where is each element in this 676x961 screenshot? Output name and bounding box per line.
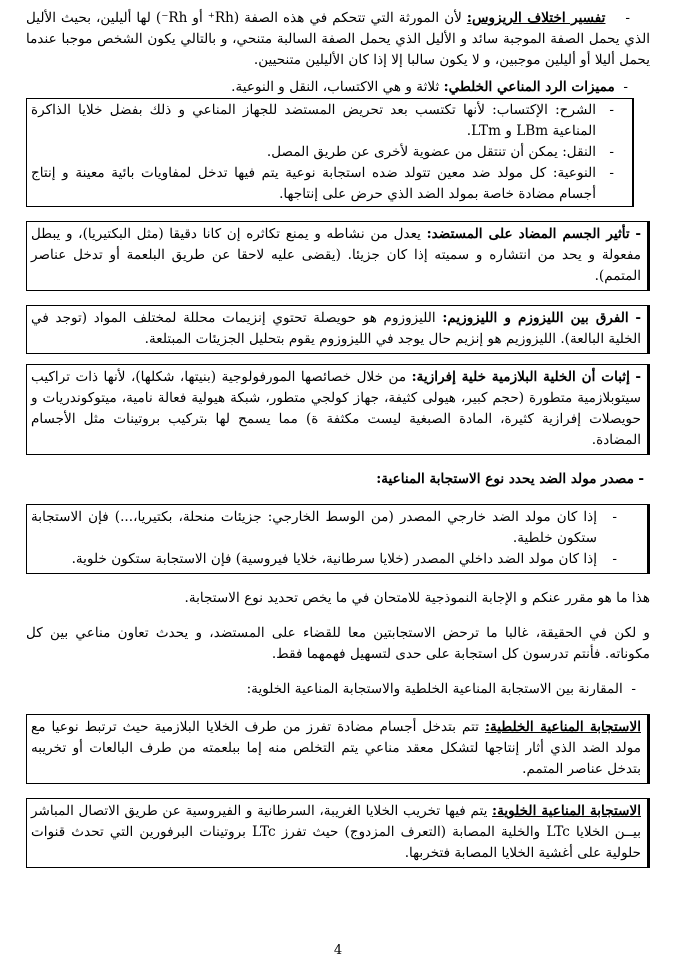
rhesus-title: تفسير اختلاف الريزوس:: [466, 10, 606, 26]
plasma-cell-text: من خلال خصائصها المورفولوجية (بنيتها، شكلها)، لأنها ذات تراكيب سيتوبلازمية متطورة (حجم كبير، هيولى كثيفة، جهاز كولجي متطور، شبكة هيولية فعالة نامية، ميتوكوندريات و حويصلات إفرازية كثيرة، المادة الصبغية ليست مكثفة ة) مما يسمح لها بتركيب بروتينات مثل الأجسام المضادة.: [31, 369, 641, 448]
section-lysosome: - الفرق بين الليزوزم و الليزوزيم: الليزوزوم هو حويصلة تحتوي إنزيمات محللة لمختلف المواد (توجد في الخلية البالعة). الليزوزيم هو إنزيم حال يوجد في الليزوزوم يقوم بتحليل الجزيئات المبتلعة.: [26, 305, 650, 354]
cellular-response-title: الاستجابة المناعية الخلوية:: [492, 803, 641, 819]
antigen-source-box: [26, 504, 650, 574]
section-cellular-response: [26, 798, 650, 868]
lysosome-text: الليزوزوم هو حويصلة تحتوي إنزيمات محللة لمختلف المواد (توجد في الخلية البالعة). الليزوزيم هو إنزيم حال يوجد في الليزوزوم يقوم بتحليل الجزيئات المبتلعة.: [31, 310, 641, 347]
list-item: - إذا كان مولد الضد خارجي المصدر (من الوسط الخارجي: جزيئات منحلة، بكتيريا،...) فإن الاستجابة ستكون خلطية.: [31, 507, 641, 549]
humoral-response-text: تتم بتدخل أجسام مضادة تفرز من طرف الخلايا البلازمية حيث ترتبط نوعيا مع مولد الضد الذي أثار إنتاجها لتشكل معقد مناعي يتم التخلص منه إما ببلعمته من طرف البالعات أو تخريبه بتدخل عناصر المتمم.: [31, 719, 641, 777]
section-antibody-effect: - تأثير الجسم المضاد على المستضد: يعدل من نشاطه و يمنع تكاثره إن كانا دقيقا (مثل البكتيريا)، و يبطل مفعولة و يحد من انتشاره و سميته إذا كان جزيئا. (يقضى عليه لاحقا عن طريق البلعمة أو تدخل عناصر المتمم).: [26, 221, 650, 291]
humoral-features-text: ثلاثة و هي الاكتساب، النقل و النوعية.: [231, 79, 440, 95]
antigen-source-title: مصدر مولد الضد يحدد نوع الاستجابة المناعية:: [376, 471, 635, 487]
list-item: - إذا كان مولد الضد داخلي المصدر (خلايا سرطانية، خلايا فيروسية) فإن الاستجابة ستكون خلوية.: [31, 549, 641, 570]
list-item: - النقل: يمكن أن تنتقل من عضوية لأخرى عن طريق المصل.: [31, 142, 628, 163]
page-number: 4: [333, 943, 343, 958]
plasma-cell-title: إثبات أن الخلية البلازمية خلية إفرازية:: [411, 369, 630, 385]
humoral-response-title: الاستجابة المناعية الخلطية:: [484, 719, 641, 735]
humoral-features-box: [26, 98, 634, 207]
comparison-heading: - المقارنة بين الاستجابة المناعية الخلطية والاستجابة المناعية الخلوية:: [246, 681, 636, 697]
humoral-features-title: مميزات الرد المناعي الخلطي:: [443, 79, 615, 95]
list-item: - الشرح: الإكتساب: لأنها تكتسب بعد تحريض المستضد للجهاز المناعي و ذلك بفضل خلايا الذاكرة المناعية LBm و LTm.: [31, 100, 628, 142]
truth-paragraph: و لكن في الحقيقة، غالبا ما ترحض الاستجابتين معا للقضاء على المستضد، و يحدث تعاون مناعي بين كل مكوناته. فأنتم تدرسون كل استجابة على حدى لتسهيل فهمهما فقط.: [26, 625, 650, 662]
cellular-response-text: يتم فيها تخريب الخلايا الغريبة، السرطانية و الفيروسية عن طريق الاتصال المباشر بيــن الخلايا LTc والخلية المصابة (التعرف المزدوج) حيث تفرز LTc بروتينات البرفورين التي تحدث قنوات حلولية على أغشية الخلايا المصابة فتخربها.: [31, 803, 641, 861]
section-rhesus: - تفسير اختلاف الريزوس: لأن المورثة التي تتحكم في هذه الصفة (Rh⁺ أو Rh⁻) لها أليلين، بحيث الأليل الذي يحمل الصفة الموجبة سائد و الأليل الذي يحمل الصفة السالبة متنحي، و بالتالي يكون الشخص موجبا عندما يحمل أليلا أو أليلين موجبين، و لا يكون سالبا إلا إذا كان الأليلين متنحيين.: [26, 10, 650, 68]
antibody-effect-text: يعدل من نشاطه و يمنع تكاثره إن كانا دقيقا (مثل البكتيريا)، و يبطل مفعولة و يحد من انتشاره و سميته إذا كان جزيئا. (يقضى عليه لاحقا عن طريق البلعمة أو تدخل عناصر المتمم).: [31, 226, 641, 284]
note-paragraph: هذا ما هو مقرر عنكم و الإجابة النموذجية للامتحان في ما يخص تحديد نوع الاستجابة.: [184, 590, 650, 606]
section-plasma-cell: - إثبات أن الخلية البلازمية خلية إفرازية: من خلال خصائصها المورفولوجية (بنيتها، شكلها)، لأنها ذات تراكيب سيتوبلازمية متطورة (حجم كبير، هيولى كثيفة، جهاز كولجي متطور، شبكة هيولية فعالة نامية، ميتوكوندريات و حويصلات إفرازية كثيرة، المادة الصبغية ليست مكثفة ة) مما يسمح لها بتركيب بروتينات مثل الأجسام المضادة.: [26, 364, 650, 455]
rhesus-text: لأن المورثة التي تتحكم في هذه الصفة (Rh⁺ أو Rh⁻) لها أليلين، بحيث الأليل الذي يحمل الصفة الموجبة سائد و الأليل الذي يحمل الصفة السالبة متنحي، و بالتالي يكون الشخص موجبا عندما يحمل أليلا أو أليلين موجبين، و لا يكون سالبا إلا إذا كان الأليلين متنحيين.: [26, 10, 650, 68]
antibody-effect-title: تأثير الجسم المضاد على المستضد:: [426, 226, 630, 242]
list-item: - النوعية: كل مولد ضد معين تتولد ضده استجابة نوعية يتم فيها تدخل لمفاويات بائية معينة و إنتاج أجسام مضادة خاصة بمولد الضد الذي حرض على إنتاجها.: [31, 163, 628, 205]
lysosome-title: الفرق بين الليزوزم و الليزوزيم:: [442, 310, 629, 326]
section-humoral-response: [26, 714, 650, 784]
section-humoral-features: - مميزات الرد المناعي الخلطي: ثلاثة و هي الاكتساب، النقل و النوعية. - الشرح: الإكتساب: لأنها تكتسب بعد تحريض المستضد للجهاز المناعي و ذلك بفضل خلايا الذاكرة المناعية LBm و LTm. - النقل: يمكن أن تنتقل من عضوية لأخرى عن طريق المصل. - النوعية: كل مولد ضد معين تتولد ضده استجابة نوعية يتم فيها تدخل لمفاويات بائية معينة و إنتاج أجسام مضادة خاصة بمولد الضد الذي حرض على إنتاجها.: [26, 77, 650, 207]
section-antigen-source: - مصدر مولد الضد يحدد نوع الاستجابة المناعية:: [376, 471, 644, 487]
document-page: [26, 8, 650, 868]
